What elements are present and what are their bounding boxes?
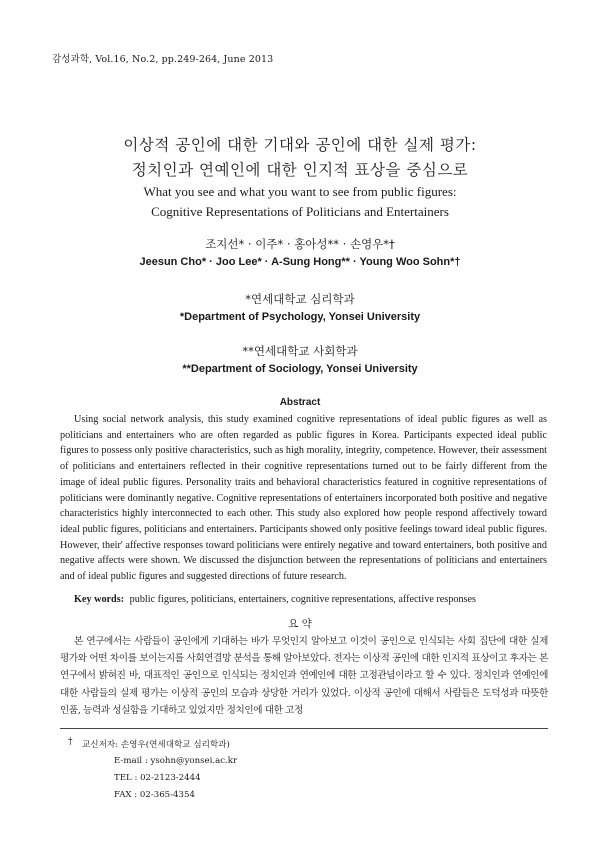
affiliation-2-korean: **연세대학교 사회학과 (242, 344, 358, 358)
keywords-list: public figures, politicians, entertainers, cognitive representations, affective responses (129, 594, 476, 605)
korean-authors: 조지선* · 이주* · 홍아성** · 손영우*† (205, 237, 395, 251)
corresponding-author: 교신저자: 손영우(연세대학교 심리학과) (82, 740, 230, 750)
affiliation-1-english: *Department of Psychology, Yonsei University (179, 311, 421, 323)
footnote-fax: FAX : 02-365-4354 (114, 790, 195, 800)
footnote-tel: TEL : 02-2123-2444 (114, 773, 201, 783)
english-authors: Jeesun Cho* · Joo Lee* · A-Sung Hong** · Young Woo Sohn*† (139, 256, 461, 268)
footnote-divider (60, 728, 548, 729)
abstract-body: Using social network analysis, this study examined cognitive representations of ideal public figures as well as politicians and entertainers who are often regarded as public figures in Korea. Participants expected ideal public figures to possess only positive characteristics, such as high morality, integrity, competence. However, their assessment of politicians and entertainers reflected in their cognitive representations turned out to be fairly different from the image of ideal public figures. Personality traits and behavioral characteristics featured in cognitive representations of politicians were dominantly negative. Cognitive representations of entertainers incorporated both positive and negative characteristics highly interconnected to each other. This study also explored how people respond affectively toward ideal public figures, politicians and entertainers. Participants showed only positive feelings toward ideal public figures. However, their' affective responses toward politicians were entirely negative and toward entertainers, both positive and negative affects were shown. We discussed the disjunction between the representations of politicians and entertainers and of ideal public figures and suggested directions of future research. (60, 414, 547, 583)
journal-citation: 감성과학, Vol.16, No.2, pp.249-264, June 2013 (52, 54, 274, 65)
korean-abstract-body: 본 연구에서는 사람들이 공인에게 기대하는 바가 무엇인지 알아보고 이것이 공인으로 인식되는 사회 집단에 대한 실제 평가와 어떤 차이를 보이는지를 사회연결망 분석을 통해 알아보았다. 전자는 이상적 공인에 대한 인지적 표상이고 후자는 본 연구에서 밝혀진 바, 대표적인 공인으로 인식되는 정치인과 연예인에 대한 고정관념이라고 할 수 있다. 정치인과 연예인에 대한 사람들의 실제 평가는 이상적 공인의 모습과 상당한 거리가 있었다. 이상적 공인에 대해서 사람들은 도덕성과 따뜻한 인품, 능력과 성실함을 기대하고 있었지만 정치인에 대한 고정 (60, 636, 548, 716)
korean-abstract-heading: 요 약 (288, 618, 312, 630)
affiliation-2-english: **Department of Sociology, Yonsei University (182, 363, 418, 375)
footnote-email: E-mail : ysohn@yonsei.ac.kr (114, 756, 238, 766)
keywords-line (74, 594, 554, 605)
dagger-mark: † (68, 737, 73, 747)
keywords-label: Key words: (74, 594, 125, 605)
abstract-heading: Abstract (279, 397, 321, 408)
english-title-line-2: Cognitive Representations of Politicians and Entertainers (151, 204, 449, 219)
korean-title-line-1: 이상적 공인에 대한 기대와 공인에 대한 실제 평가: (123, 136, 477, 154)
korean-title-line-2: 정치인과 연예인에 대한 인지적 표상을 중심으로 (131, 161, 469, 179)
english-title-line-1: What you see and what you want to see from public figures: (143, 184, 457, 199)
affiliation-1-korean: *연세대학교 심리학과 (245, 292, 355, 306)
